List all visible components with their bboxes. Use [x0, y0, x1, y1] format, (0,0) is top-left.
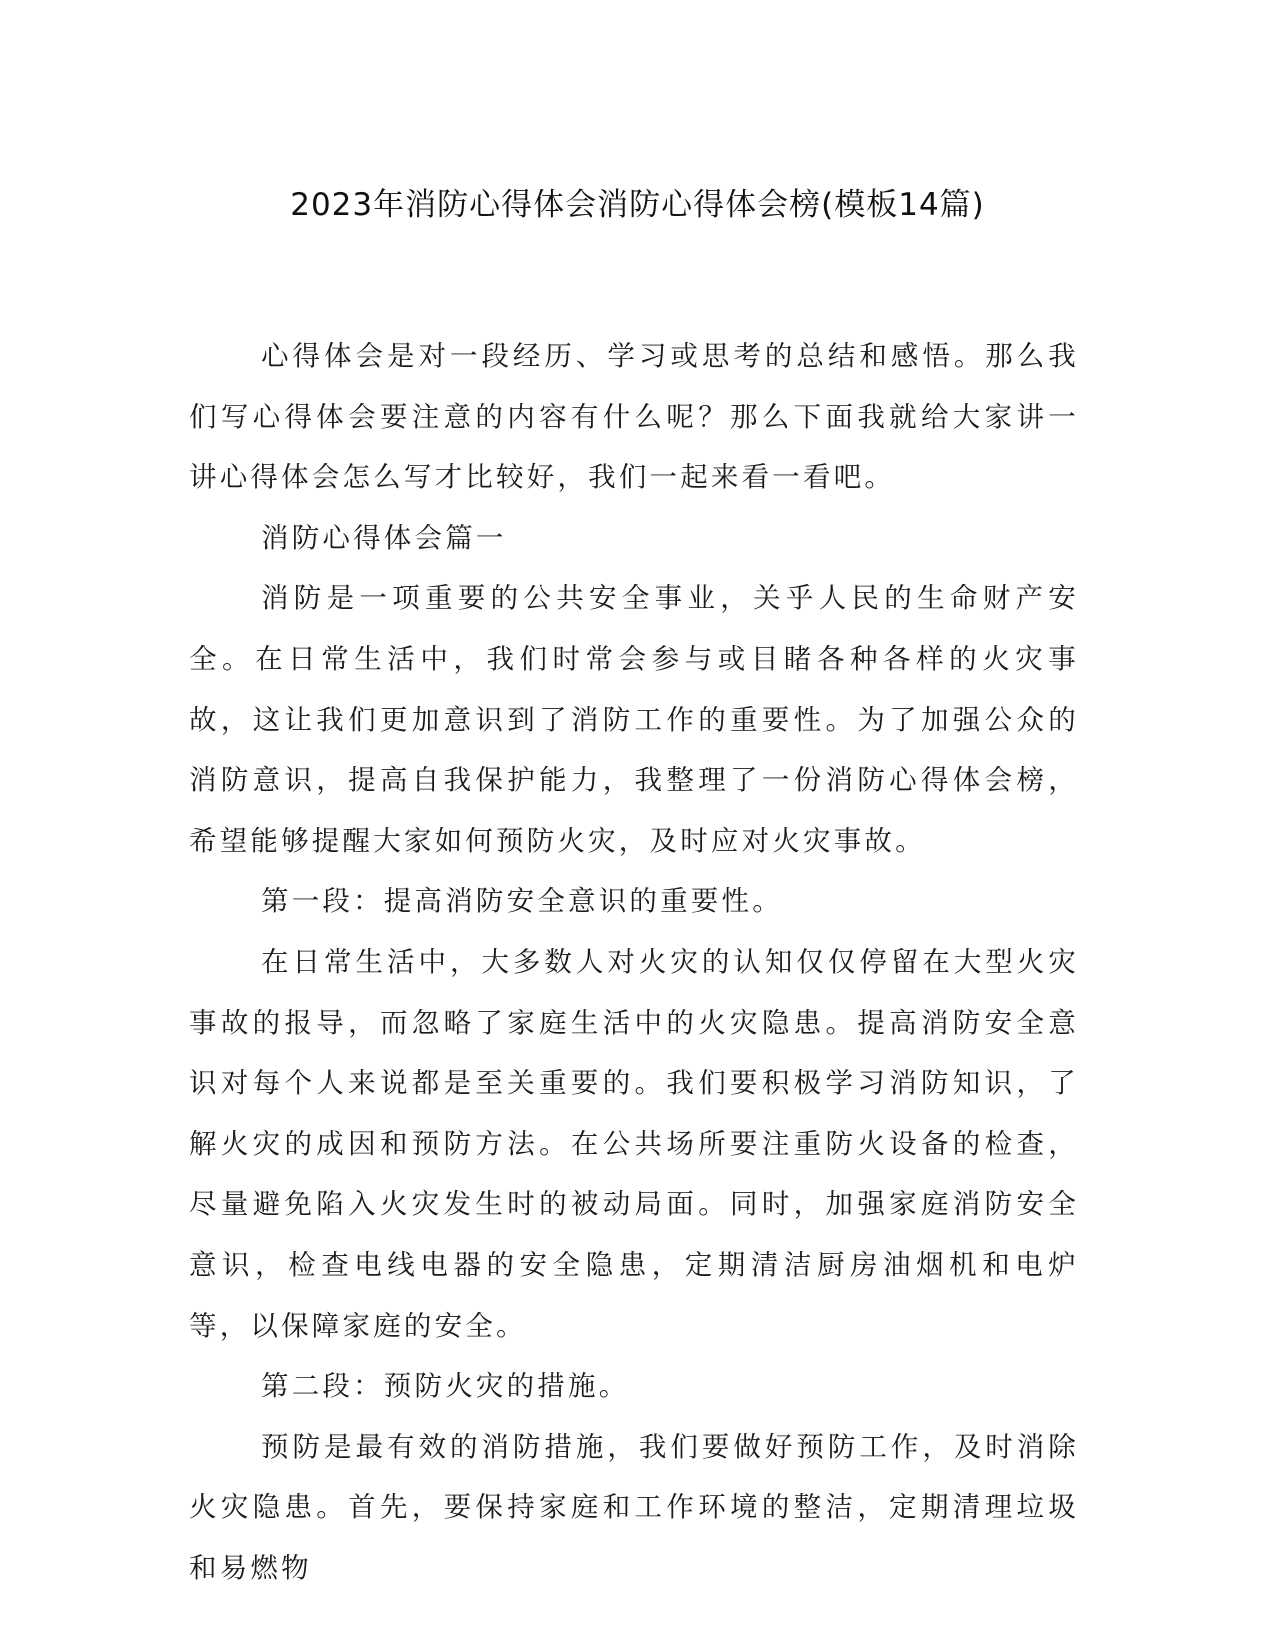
intro-paragraph: 心得体会是对一段经历、学习或思考的总结和感悟。那么我们写心得体会要注意的内容有什么呢？那么下面我就给大家讲一讲心得体会怎么写才比较好，我们一起来看一看吧。 [189, 340, 1079, 494]
body-paragraph: 消防是一项重要的公共安全事业，关乎人民的生命财产安全。在日常生活中，我们时常会参与或目睹各种各样的火灾事故，这让我们更加意识到了消防工作的重要性。为了加强公众的消防意识，提高自我保护能力，我整理了一份消防心得体会榜，希望能够提醒大家如何预防火灾，及时应对火灾事故。 [189, 582, 1079, 857]
body-paragraph: 在日常生活中，大多数人对火灾的认知仅仅停留在大型火灾事故的报导，而忽略了家庭生活中的火灾隐患。提高消防安全意识对每个人来说都是至关重要的。我们要积极学习消防知识，了解火灾的成因和预防方法。在公共场所要注重防火设备的检查，尽量避免陷入火灾发生时的被动局面。同时，加强家庭消防安全意识，检查电线电器的安全隐患，定期清洁厨房油烟机和电炉等，以保障家庭的安全。 [189, 945, 1079, 1342]
body-paragraph: 预防是最有效的消防措施，我们要做好预防工作，及时消除火灾隐患。首先，要保持家庭和工作环境的整洁，定期清理垃圾和易燃物 [189, 1430, 1079, 1584]
document-body [189, 326, 1079, 1598]
subsection-heading: 第二段：预防火灾的措施。 [261, 1370, 630, 1403]
subsection-heading: 第一段：提高消防安全意识的重要性。 [261, 885, 783, 918]
document-title: 2023年消防心得体会消防心得体会榜(模板14篇) [290, 187, 985, 223]
section-heading: 消防心得体会篇一 [261, 521, 507, 554]
